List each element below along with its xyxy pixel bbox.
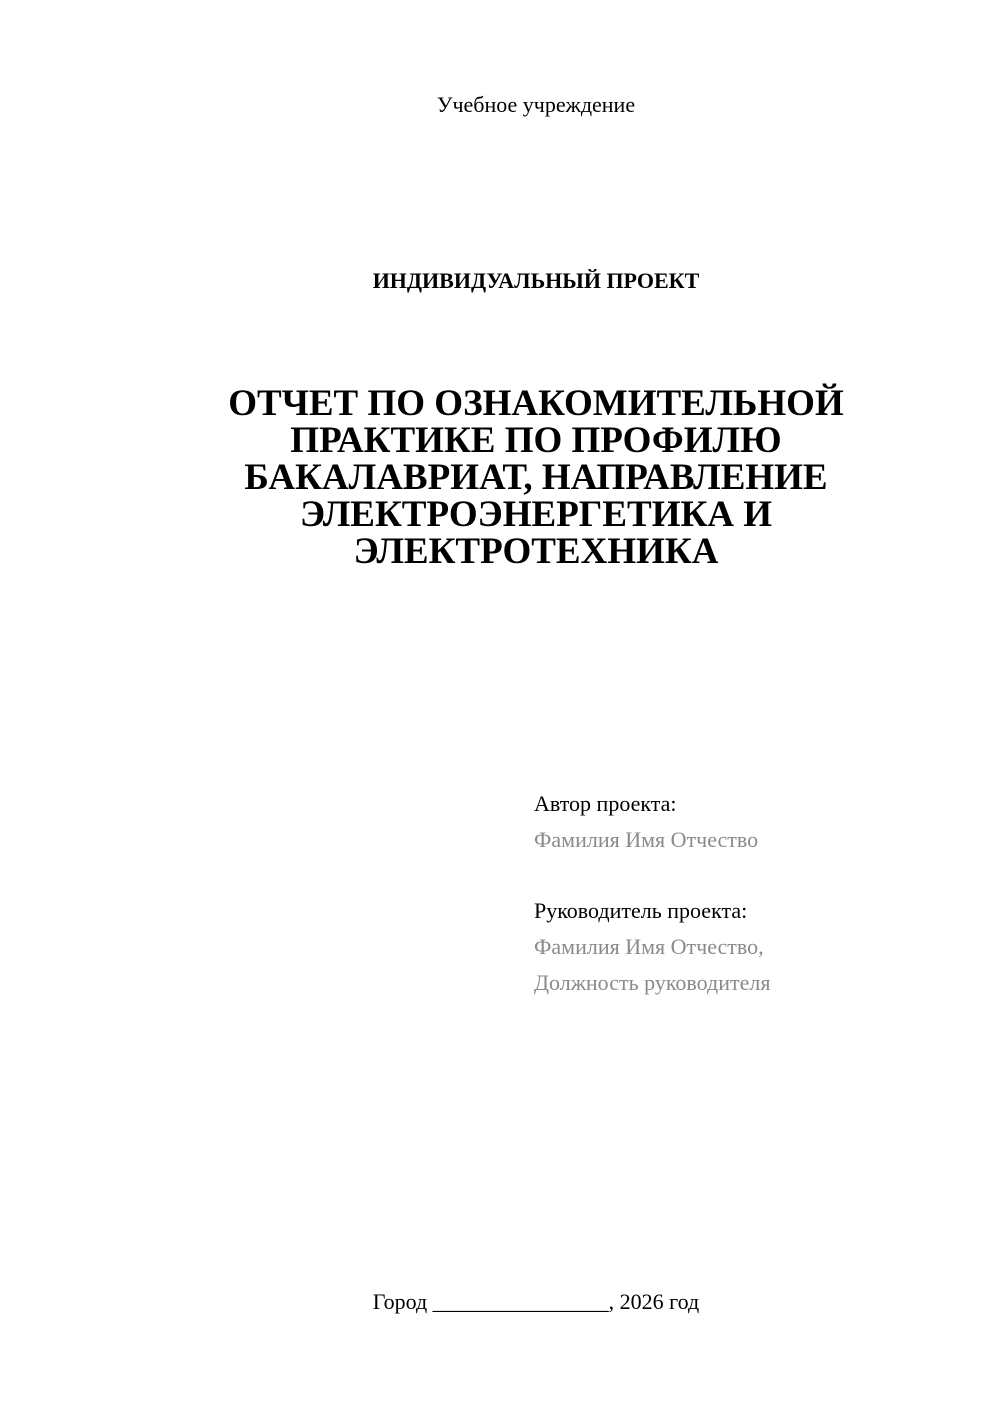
report-title-line: ОТЧЕТ ПО ОЗНАКОМИТЕЛЬНОЙ	[228, 383, 844, 424]
author-name-placeholder: Фамилия Имя Отчество	[534, 827, 759, 852]
report-title-line: ЭЛЕКТРОЭНЕРГЕТИКА И	[299, 494, 773, 535]
supervisor-name-placeholder: Фамилия Имя Отчество,	[534, 934, 764, 959]
supervisor-position-placeholder: Должность руководителя	[534, 970, 771, 995]
project-type-heading: ИНДИВИДУАЛЬНЫЙ ПРОЕКТ	[372, 268, 700, 293]
city-year-line: Город ________________, 2026 год	[372, 1289, 700, 1314]
supervisor-label: Руководитель проекта:	[534, 898, 748, 923]
report-title-line: ПРАКТИКЕ ПО ПРОФИЛЮ	[290, 420, 782, 461]
supervisor-block	[534, 893, 954, 1001]
report-title-line: БАКАЛАВРИАТ, НАПРАВЛЕНИЕ	[244, 457, 828, 498]
report-title-line: ЭЛЕКТРОТЕХНИКА	[353, 531, 719, 572]
report-title	[150, 385, 922, 570]
institution-name: Учебное учреждение	[436, 92, 636, 117]
author-block	[534, 786, 954, 858]
author-label: Автор проекта:	[534, 791, 677, 816]
